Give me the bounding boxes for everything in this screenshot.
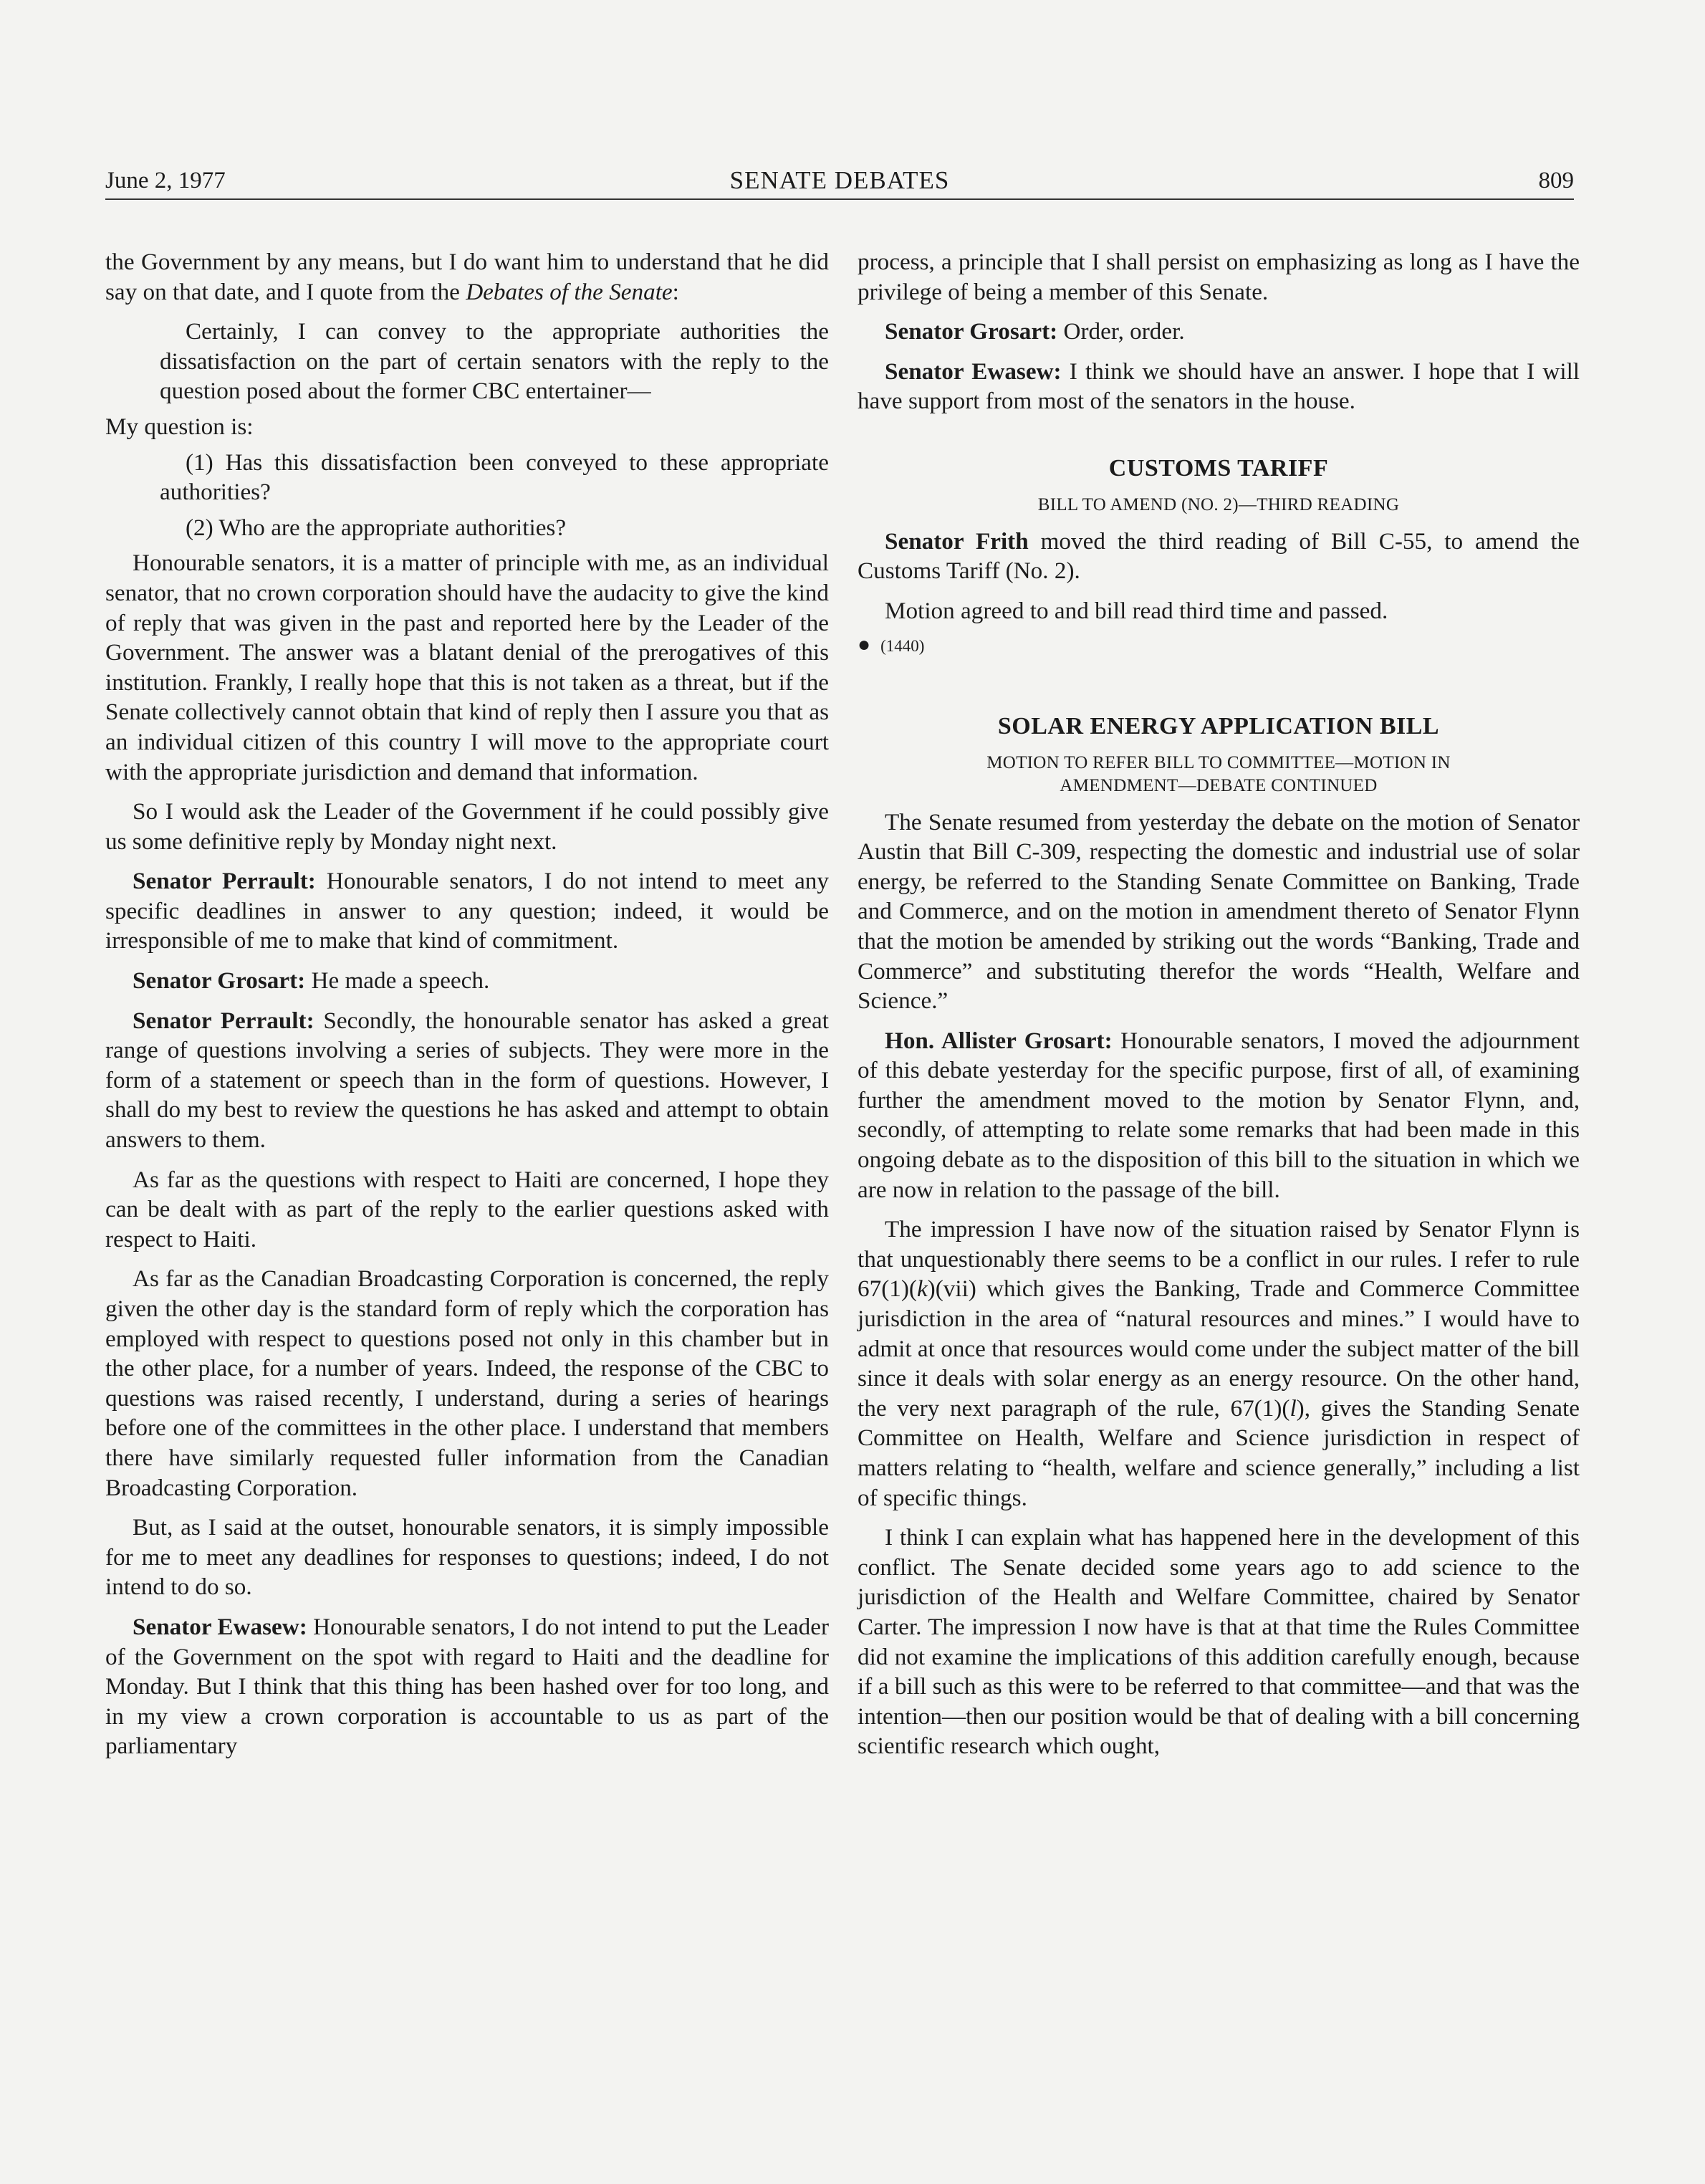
paragraph [858,1026,1580,1205]
paragraph: But, as I said at the outset, honourable senators, it is simply impossible for me to meet any deadlines for responses to questions; indeed, I do not intend to do so. [105,1514,829,1601]
paragraph [105,966,829,996]
block-quote: Certainly, I can convey to the appropriate authorities the dissatisfaction on the part of certain senators with the reply to the question posed about the former CBC entertainer— [160,318,829,405]
question-item: (1) Has this dissatisfaction been conveyed to these appropriate authorities? [160,449,829,506]
text-run: )(vii) which gives the Banking, Trade and Commerce Committee jurisdiction in the area of “natural resources and mines.” I would have to admit at once that resources would come under the subject matter of the bill since it deals with solar energy as an energy resource. On the other hand, the very next paragraph of the rule, 67(1)( [858,1275,1580,1422]
page-number: 809 [1538,168,1574,193]
text-run: : [672,278,679,305]
text-run: Honourable senators, I do not intend to put the Leader of the Government on the spot with regard to Haiti and the deadline for Monday. But I think that this thing has been hashed over for too long, and in my view a crown corporation is accountable to us as part of the parliamentary [105,1613,829,1760]
paragraph [858,527,1580,586]
text-run: The impression I have now of the situation raised by Senator Flynn is that unquestionably there seems to be a conflict in our rules. I refer to rule 67(1)( [858,1216,1580,1303]
section-heading: SOLAR ENERGY APPLICATION BILL [997,712,1440,739]
speaker-name: Senator Ewasew: [885,358,1062,385]
header-rule [105,198,1574,200]
paragraph: As far as the Canadian Broadcasting Corporation is concerned, the reply given the other day is the standard form of reply which the corporation has employed with respect to questions posed not only in this chamber but in the other place, for a number of years. Indeed, the response of the CBC to questions was raised recently, I understand, during a series of hearings before one of the committees in the other place. I understand that members there have similarly requested fuller information from the Canadian Broadcasting Corporation. [105,1265,829,1501]
section-subheading: BILL TO AMEND (NO. 2)—THIRD READING [1037,494,1400,514]
question-item: (2) Who are the appropriate authorities? [186,514,567,541]
text-run: moved the third reading of Bill C-55, to amend the Customs Tariff (No. 2). [858,527,1580,585]
text-run: I think we should have an answer. I hope that I will have support from most of the senators in the house. [858,358,1580,415]
bullet-icon: ● [858,633,871,657]
paragraph: As far as the questions with respect to Haiti are concerned, I hope they can be dealt with as part of the reply to the earlier questions asked with respect to Haiti. [105,1166,829,1253]
paragraph: The Senate resumed from yesterday the debate on the motion of Senator Austin that Bill C-309, respecting the domestic and industrial use of solar energy, be referred to the Standing Senate Committee on Banking, Trade and Commerce, and on the motion in amendment thereto of Senator Flynn that the motion be amended by striking out the words “Banking, Trade and Commerce” and substituting therefor the words “Health, Welfare and Science.” [858,808,1580,1015]
right-column [858,247,1580,1771]
left-column [105,247,829,1771]
paragraph [105,1612,829,1761]
text-run: Secondly, the honourable senator has asked a great range of questions involving a series of subjects. They were more in the form of a statement or speech than in the form of questions. However, I shall do my best to review the questions he has asked and attempt to obtain answers to them. [105,1007,829,1154]
paragraph: So I would ask the Leader of the Government if he could possibly give us some definitive reply by Monday night next. [105,798,829,855]
paragraph [105,866,829,956]
paragraph [858,357,1580,416]
paragraph [858,317,1580,347]
paragraph: My question is: [105,413,254,440]
text-run: the Government by any means, but I do want him to understand that he did say on that date, and I quote from the [105,249,829,305]
speaker-name: Senator Perrault: [133,868,316,895]
paragraph: I think I can explain what has happened here in the development of this conflict. The Senate decided some years ago to add science to the jurisdiction of the Health and Welfare Committee, chaired by Senator Carter. The impression I now have is that at that time the Rules Committee did not examine the implications of this addition carefully enough, because if a bill such as this were to be referred to that committee—and that was the intention—then our position would be that of dealing with a bill concerning scientific research which ought, [858,1524,1580,1760]
text-run: Honourable senators, I do not intend to meet any specific deadlines in answer to any question; indeed, it would be irresponsible of me to make that kind of commitment. [105,868,829,954]
header-date: June 2, 1977 [105,168,226,193]
speaker-name: Senator Perrault: [133,1007,314,1034]
paragraph [105,1006,829,1155]
time-marker [858,630,1580,661]
speaker-name: Senator Frith [885,527,1029,555]
speaker-name: Senator Ewasew: [133,1613,307,1640]
text-run: ), gives the Standing Senate Committee on Health, Welfare and Science jurisdiction in respect of matters relating to “health, welfare and science generally,” including a list of specific things. [858,1394,1580,1511]
section-subheading: MOTION TO REFER BILL TO COMMITTEE—MOTION IN [986,752,1451,772]
section-subheading: AMENDMENT—DEBATE CONTINUED [1060,775,1378,795]
paragraph [105,247,829,307]
time-stamp: (1440) [880,637,925,656]
paragraph: Motion agreed to and bill read third time and passed. [885,597,1388,624]
page-header [105,162,1574,199]
section-heading: CUSTOMS TARIFF [1108,454,1329,482]
paragraph [858,1215,1580,1513]
speaker-name: Hon. Allister Grosart: [885,1027,1113,1054]
text-run: Honourable senators, I moved the adjournment of this debate yesterday for the specific purpose, first of all, of examining further the amendment moved to the motion by Senator Flynn, and, secondly, of attempting to relate some remarks that had been made in this ongoing debate as to the disposition of this bill to the situation in which we are now in relation to the passage of the bill. [858,1027,1580,1203]
italic-text: k [916,1275,928,1303]
italic-text: l [1289,1394,1297,1422]
text-run: Order, order. [1057,318,1185,345]
paragraph: process, a principle that I shall persist on emphasizing as long as I have the privilege of being a member of this Senate. [858,249,1580,305]
speaker-name: Senator Grosart: [133,967,306,995]
text-run: He made a speech. [305,967,490,995]
header-title: SENATE DEBATES [729,166,950,194]
italic-title: Debates of the Senate [466,278,673,305]
speaker-name: Senator Grosart: [885,318,1058,345]
paragraph: Honourable senators, it is a matter of principle with me, as an individual senator, that no crown corporation should have the audacity to give the kind of reply that was given in the past and reported here by the Leader of the Government. The answer was a blatant denial of the prerogatives of this institution. Frankly, I really hope that this is not taken as a threat, but if the Senate collectively cannot obtain that kind of reply then I assure you that as an individual citizen of this country I will move to the appropriate court with the appropriate jurisdiction and demand that information. [105,550,829,785]
